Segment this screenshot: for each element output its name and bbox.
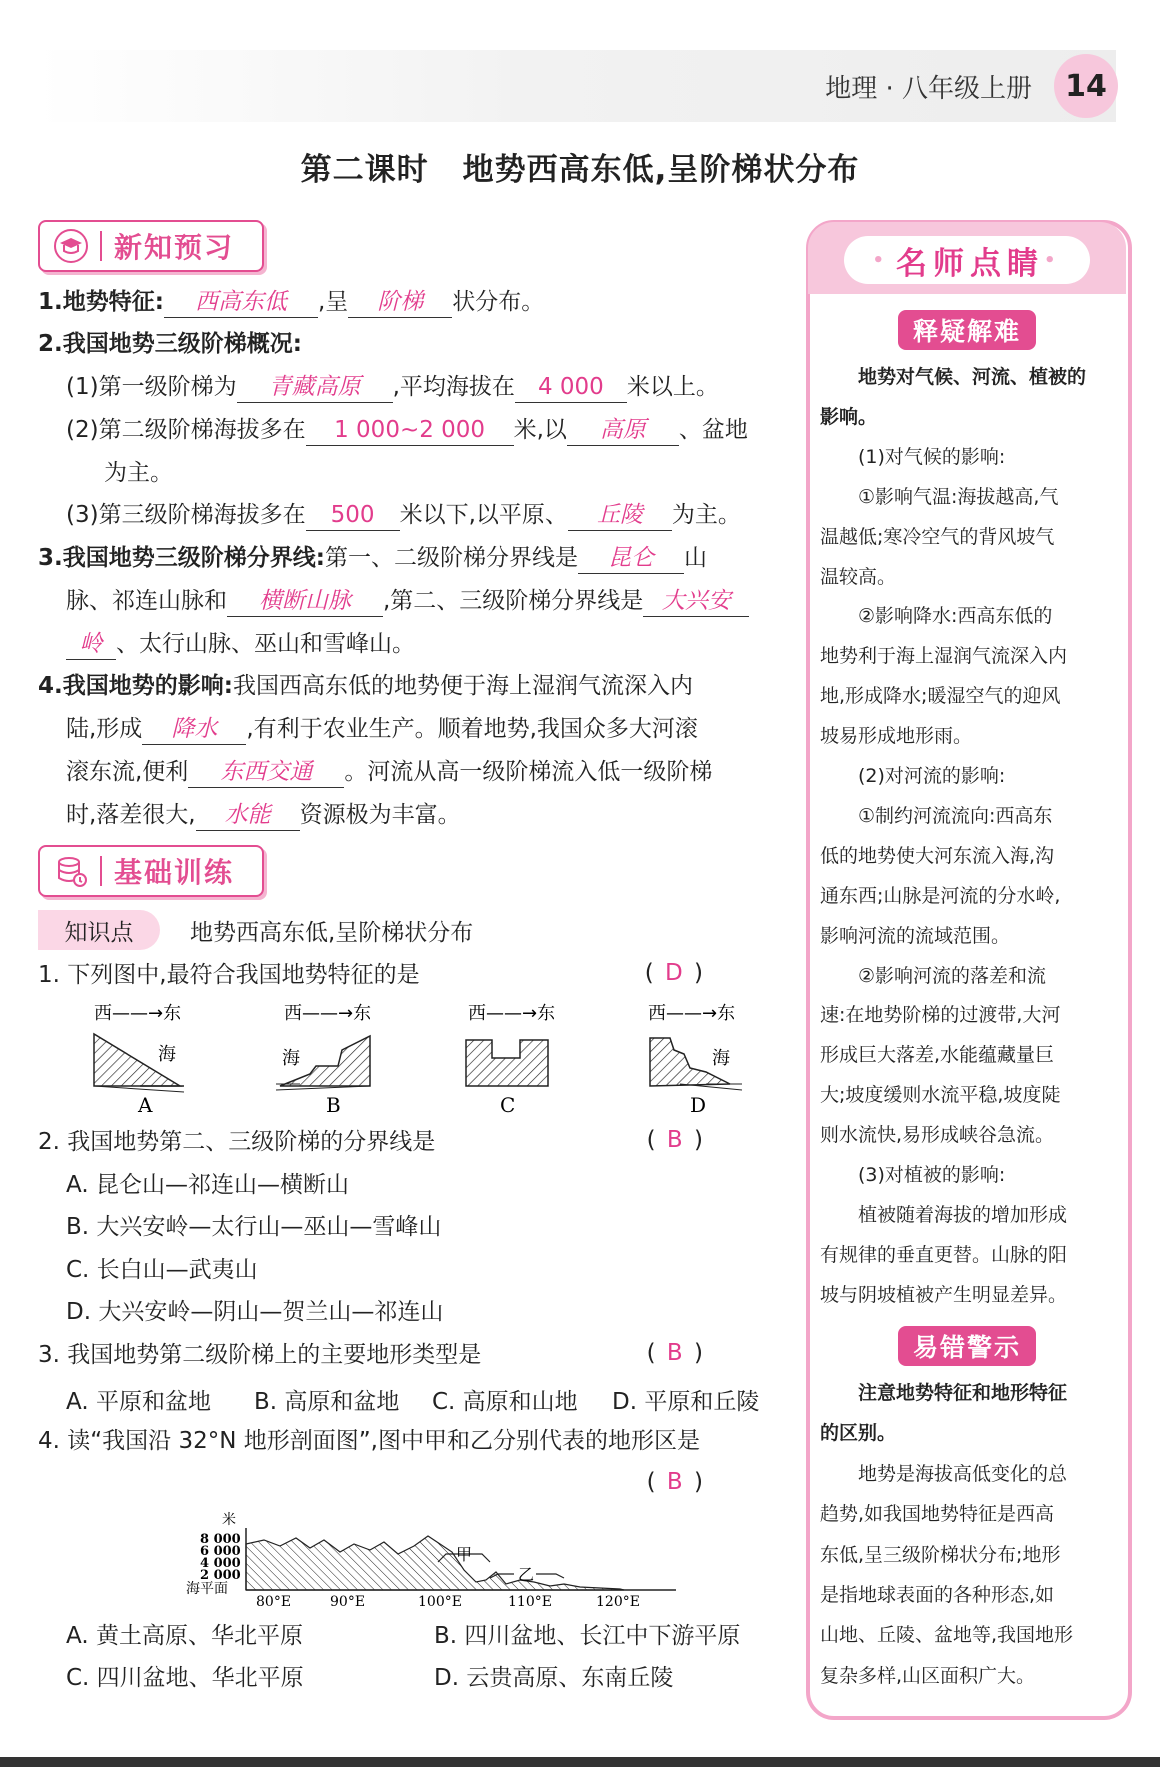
answer-blank: 水能 (196, 800, 300, 831)
diagram-b-sea-label: 海 (282, 1048, 300, 1069)
sidebar-text-line: 注意地势特征和地形特征 (858, 1382, 1068, 1404)
profile-xtick: 120°E (596, 1594, 640, 1610)
section-practice-label: 基础训练 (114, 856, 235, 889)
sidebar-text-line: (3)对植被的影响: (858, 1164, 1006, 1186)
preview-q3c: 岭 、太行山脉、巫山和雪峰山。 (66, 629, 415, 660)
diagram-d-sea-label: 海 (712, 1048, 730, 1069)
exercise-4-option: C. 四川盆地、华北平原 (66, 1665, 304, 1691)
preview-q2-3: (3)第三级阶梯海拔多在 500 米以下,以平原、 丘陵 为主。 (66, 500, 741, 531)
section-practice-header (38, 845, 264, 897)
profile-ytick: 2 000 (200, 1568, 241, 1583)
profile-xtick: 80°E (256, 1594, 292, 1610)
profile-xtick: 90°E (330, 1594, 366, 1610)
answer-blank: 昆仑 (578, 543, 684, 574)
sidebar-text-line: (2)对河流的影响: (858, 765, 1006, 787)
diagram-c-direction: 西——→东 (468, 1003, 556, 1024)
exercise-3-option: A. 平原和盆地 (66, 1389, 211, 1415)
sidebar-text-line: 是指地球表面的各种形态,如 (820, 1584, 1055, 1606)
answer-blank: 1 000~2 000 (306, 415, 514, 446)
preview-q2-2b: 为主。 (104, 460, 173, 486)
preview-q3: 3.我国地势三级阶梯分界线:第一、二级阶梯分界线是 昆仑 山 (38, 543, 707, 574)
answer-blank: 大兴安 (643, 586, 749, 617)
answer-blank: 东西交通 (188, 757, 344, 788)
sidebar-text-line: 温较高。 (820, 565, 897, 588)
lesson-title-part2: 地势西高东低,呈阶梯状分布 (462, 152, 860, 188)
sidebar-text-line: 地,形成降水;暖湿空气的迎风 (820, 685, 1061, 708)
sidebar-text-line: 通东西;山脉是河流的分水岭, (820, 884, 1061, 907)
exercise-2-answer: ( B ) (646, 1127, 705, 1153)
preview-q3b: 脉、祁连山脉和 横断山脉 ,第二、三级阶梯分界线是 大兴安 (66, 586, 749, 617)
diagram-a-sea-label: 海 (158, 1044, 176, 1065)
book-title: 地理 · 八年级上册 (825, 74, 1032, 104)
exercise-2-option: A. 昆仑山—祁连山—横断山 (66, 1172, 349, 1198)
sidebar-text-line: 的区别。 (820, 1422, 897, 1445)
exercise-1-answer: ( D ) (644, 960, 705, 986)
profile-ytick: 6 000 (200, 1544, 241, 1559)
profile-xtick: 110°E (508, 1594, 552, 1610)
diagram-d-label: D (690, 1093, 707, 1116)
exercise-3-option: B. 高原和盆地 (254, 1389, 400, 1415)
answer-blank: 横断山脉 (227, 586, 383, 617)
answer-blank: 降水 (142, 714, 246, 745)
answer-blank: 高原 (567, 415, 679, 446)
profile-yi: 乙 (518, 1565, 535, 1584)
sidebar-text-line: 地势对气候、河流、植被的 (858, 366, 1087, 388)
sidebar-text-line: (1)对气候的影响: (858, 445, 1006, 468)
tips-sidebar-title: • 名师点睛 • (844, 236, 1090, 284)
profile-ytick: 8 000 (200, 1532, 241, 1547)
diagram-b-direction: 西——→东 (284, 1003, 372, 1024)
sidebar-text-line: ①制约河流流向:西高东 (858, 804, 1053, 827)
sidebar-text-line: 地势是海拔高低变化的总 (858, 1462, 1068, 1485)
exercise-3-option: C. 高原和山地 (432, 1389, 578, 1415)
section-preview-label: 新知预习 (114, 231, 235, 264)
sidebar-text-line: 影响。 (820, 405, 878, 428)
profile-terrain (246, 1536, 624, 1590)
sidebar-text-line: 坡与阴坡植被产生明显差异。 (820, 1283, 1068, 1306)
preview-q4d: 时,落差很大, 水能 资源极为丰富。 (66, 800, 461, 831)
profile-unit: 米 (222, 1512, 236, 1528)
sidebar-text-line: 速:在地势阶梯的过渡带,大河 (820, 1004, 1061, 1027)
sidebar-text-line: ②影响降水:西高东低的 (858, 605, 1053, 628)
answer-blank: 丘陵 (568, 500, 672, 531)
exercise-1-question: 1. 下列图中,最符合我国地势特征的是 (38, 962, 420, 988)
sidebar-text-line: 东低,呈三级阶梯状分布;地形 (820, 1543, 1061, 1566)
answer-blank: 青藏高原 (237, 372, 393, 403)
exercise-4-option: B. 四川盆地、长江中下游平原 (434, 1623, 741, 1649)
answer-blank: 阶梯 (348, 287, 452, 318)
sidebar-text-line: 山地、丘陵、盆地等,我国地形 (820, 1624, 1074, 1647)
bottom-bar (0, 1757, 1160, 1767)
preview-q4b: 陆,形成 降水 ,有利于农业生产。顺着地势,我国众多大河滚 (66, 714, 698, 745)
preview-q4c: 滚东流,便利 东西交通 。河流从高一级阶梯流入低一级阶梯 (66, 757, 712, 788)
preview-q2-2: (2)第二级阶梯海拔多在 1 000~2 000 米,以 高原 、盆地 (66, 415, 748, 446)
diagram-c-label: C (500, 1093, 516, 1116)
exercise-3-answer: ( B ) (646, 1340, 705, 1366)
page-number: 14 (1054, 54, 1118, 118)
answer-blank: 4 000 (515, 372, 627, 403)
answer-blank: 500 (306, 500, 400, 531)
exercise-4-option: D. 云贵高原、东南丘陵 (434, 1665, 674, 1691)
sidebar-text-line: 地势利于海上湿润气流深入内 (820, 645, 1068, 668)
diagram-c-shape (466, 1040, 548, 1086)
answer-blank: 西高东低 (164, 287, 318, 318)
answer-blank: 岭 (66, 629, 116, 660)
terrain-profile (184, 1510, 684, 1610)
lesson-title (0, 144, 1160, 189)
preview-q4: 4.我国地势的影响:我国西高东低的地势便于海上湿润气流深入内 (38, 673, 693, 699)
profile-sea-level: 海平面 (186, 1581, 228, 1597)
exercise-1-diagrams (80, 998, 760, 1116)
sidebar-text-line: 趋势,如我国地势特征是西高 (820, 1503, 1055, 1526)
sidebar-text-line: 复杂多样,山区面积广大。 (820, 1664, 1036, 1687)
exercise-4-answer: ( B ) (646, 1469, 705, 1495)
tag-explain: 释疑解难 (898, 310, 1036, 350)
exercise-4-question: 4. 读“我国沿 32°N 地形剖面图”,图中甲和乙分别代表的地形区是 (38, 1428, 700, 1454)
sidebar-text-line: 大;坡度缓则水流平稳,坡度陡 (820, 1084, 1061, 1107)
sidebar-text-line: 形成巨大落差,水能蕴藏量巨 (820, 1044, 1055, 1067)
diagram-a-label: A (138, 1093, 153, 1116)
lesson-title-part1: 第二课时 (300, 152, 429, 188)
exercise-4-option: A. 黄土高原、华北平原 (66, 1623, 303, 1649)
diagram-d-direction: 西——→东 (648, 1003, 736, 1024)
graduation-cap-icon (50, 226, 92, 266)
sidebar-text-line: 温越低;寒冷空气的背风坡气 (820, 525, 1055, 548)
profile-ytick: 4 000 (200, 1556, 241, 1571)
sidebar-text-line: 则水流快,易形成峡谷急流。 (820, 1124, 1055, 1147)
exercise-3-option: D. 平原和丘陵 (612, 1389, 760, 1415)
exercise-2-option: D. 大兴安岭—阴山—贺兰山—祁连山 (66, 1299, 444, 1325)
exercise-3-question: 3. 我国地势第二级阶梯上的主要地形类型是 (38, 1342, 482, 1368)
diagram-b-label: B (326, 1093, 341, 1116)
tag-warning: 易错警示 (898, 1326, 1036, 1366)
exercise-2-option: B. 大兴安岭—太行山—巫山—雪峰山 (66, 1214, 442, 1240)
exercise-2-option: C. 长白山—武夷山 (66, 1257, 258, 1283)
sidebar-text-line: 坡易形成地形雨。 (820, 725, 973, 748)
sidebar-text-line: 植被随着海拔的增加形成 (858, 1203, 1068, 1226)
preview-q2: 2.我国地势三级阶梯概况: (38, 331, 302, 357)
section-preview-header (38, 220, 264, 272)
diagram-a-direction: 西——→东 (94, 1003, 182, 1024)
knowledge-text: 地势西高东低,呈阶梯状分布 (190, 920, 474, 946)
sidebar-text-line: 影响河流的流域范围。 (820, 924, 1011, 947)
preview-q2-1: (1)第一级阶梯为 青藏高原 ,平均海拔在 4 000 米以上。 (66, 372, 719, 403)
knowledge-tag: 知识点 (38, 910, 160, 950)
sidebar-text-line: 低的地势使大河东流入海,沟 (820, 844, 1055, 867)
sidebar-text-line: ①影响气温:海拔越高,气 (858, 485, 1059, 508)
exercise-2-question: 2. 我国地势第二、三级阶梯的分界线是 (38, 1129, 436, 1155)
preview-q1: 1.地势特征: 西高东低 ,呈 阶梯 状分布。 (38, 287, 544, 318)
database-icon (50, 851, 92, 891)
sidebar-text-line: ②影响河流的落差和流 (858, 964, 1047, 987)
profile-jia: 甲 (456, 1545, 473, 1564)
profile-xtick: 100°E (418, 1594, 462, 1610)
sidebar-text-line: 有规律的垂直更替。山脉的阳 (820, 1243, 1068, 1266)
